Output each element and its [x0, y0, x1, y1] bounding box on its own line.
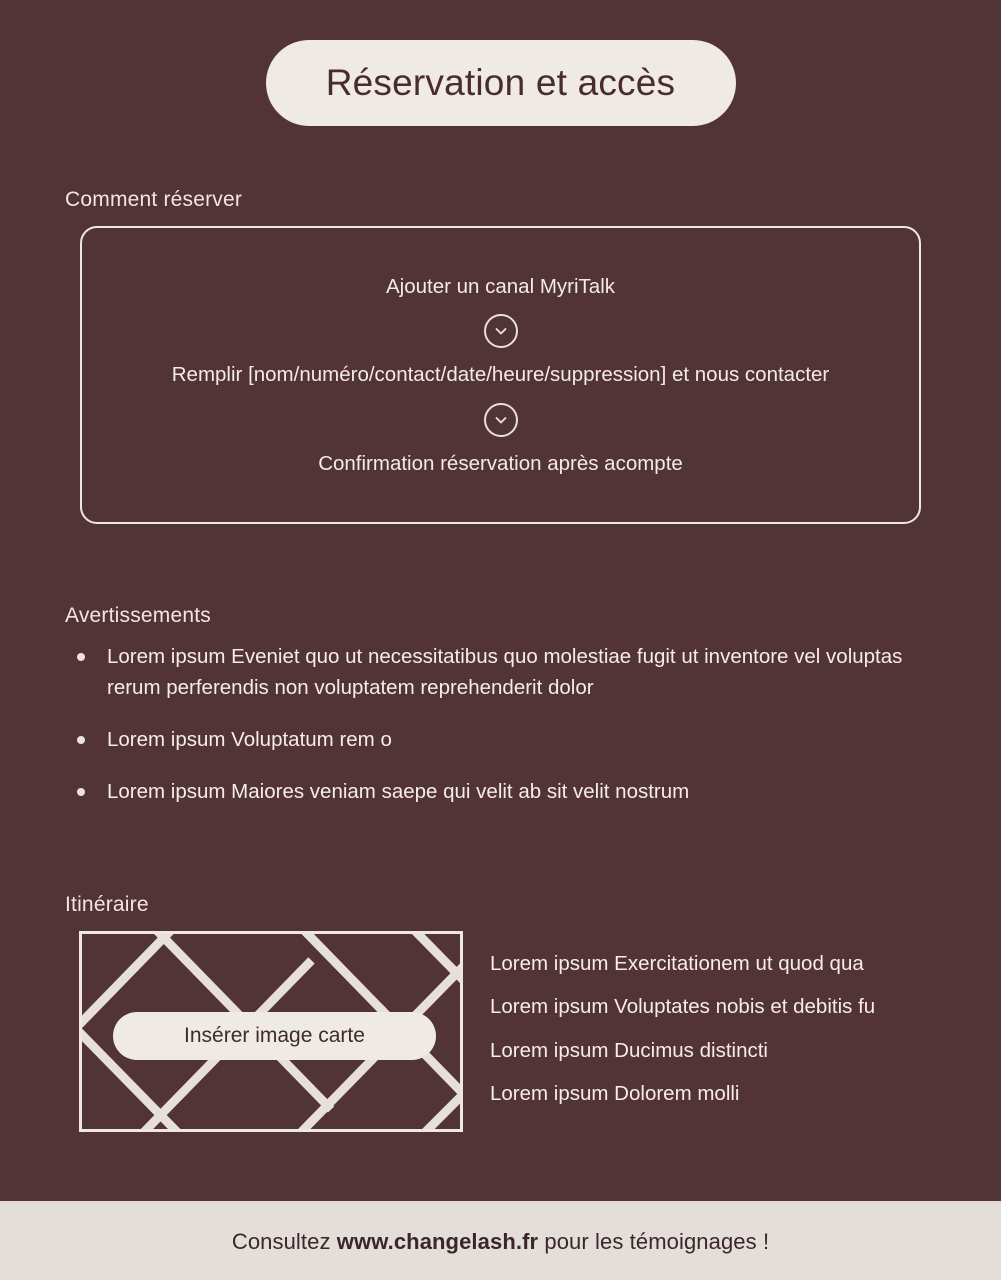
footer-prefix: Consultez — [231, 1228, 337, 1254]
footer-text — [232, 1229, 769, 1255]
insert-map-image-button[interactable]: Insérer image carte — [113, 1012, 436, 1060]
map-placeholder[interactable] — [79, 931, 463, 1132]
warnings-section-label: Avertissements — [65, 604, 211, 628]
footer-suffix: pour les témoignages ! — [538, 1228, 770, 1254]
list-item: Lorem ipsum Maiores veniam saepe qui velit ab sit velit nostrum — [107, 777, 906, 807]
itinerary-section-label: Itinéraire — [65, 892, 149, 916]
direction-item: Lorem ipsum Dolorem molli — [490, 1082, 740, 1106]
booking-section-label: Comment réserver — [65, 188, 243, 212]
direction-item: Lorem ipsum Ducimus distincti — [490, 1038, 768, 1062]
footer-url[interactable]: www.changelash.fr — [336, 1228, 539, 1254]
booking-step-3: Confirmation réservation après acompte — [318, 452, 683, 476]
warnings-section — [0, 604, 1001, 807]
page-title: Réservation et accès — [266, 40, 736, 126]
warnings-list — [0, 642, 1001, 807]
direction-item: Lorem ipsum Exercitationem ut quod qua — [490, 951, 864, 975]
chevron-down-icon — [484, 403, 518, 437]
itinerary-content — [79, 931, 1001, 1132]
chevron-down-icon — [484, 314, 518, 348]
directions-list — [490, 931, 875, 1106]
booking-section — [0, 188, 1001, 524]
booking-step-2: Remplir [nom/numéro/contact/date/heure/suppression] et nous contacter — [171, 363, 830, 387]
itinerary-section — [0, 893, 1001, 1132]
booking-steps-box — [80, 226, 921, 524]
page-header — [0, 0, 1001, 126]
list-item: Lorem ipsum Voluptatum rem o — [107, 725, 906, 755]
list-item: Lorem ipsum Eveniet quo ut necessitatibus quo molestiae fugit ut inventore vel voluptas rerum perferendis non voluptatem reprehenderit dolor — [107, 642, 906, 703]
booking-step-1: Ajouter un canal MyriTalk — [385, 274, 615, 298]
direction-item: Lorem ipsum Voluptates nobis et debitis fu — [490, 995, 876, 1019]
footer-bar — [0, 1201, 1001, 1280]
